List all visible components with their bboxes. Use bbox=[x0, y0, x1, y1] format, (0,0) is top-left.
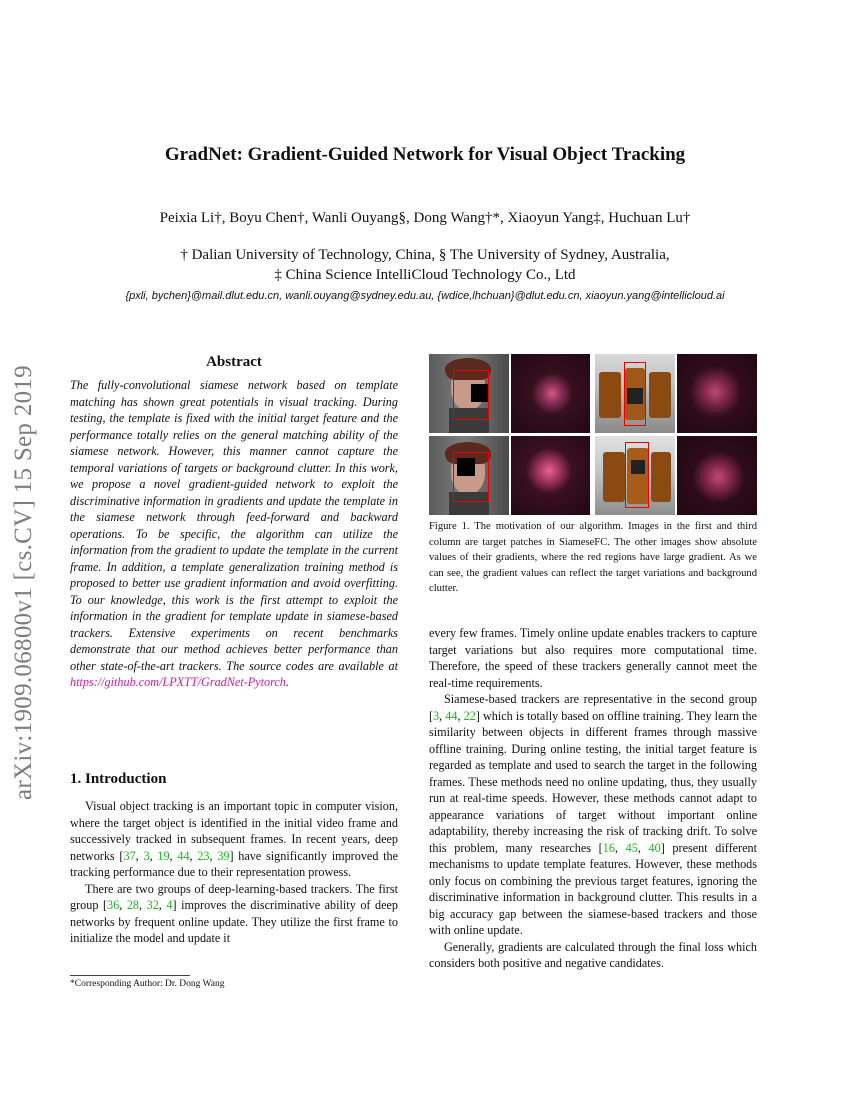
face-gradient-map-2 bbox=[511, 436, 590, 515]
citation[interactable]: 44 bbox=[177, 848, 190, 863]
footnote: *Corresponding Author: Dr. Dong Wang bbox=[70, 979, 225, 989]
abstract-body bbox=[70, 377, 398, 691]
bottle-gradient-map-2 bbox=[677, 436, 757, 515]
figure-caption: Figure 1. The motivation of our algorithm. Images in the first and third column are target patches in SiameseFC. The other images show absolute values of their gradients, where the red regions have large gradient. As we can see, the gradient values can reflect the target variations and background clutter. bbox=[429, 521, 757, 594]
citation[interactable]: 44 bbox=[445, 708, 458, 723]
paper-title: GradNet: Gradient-Guided Network for Visual Object Tracking bbox=[164, 144, 686, 165]
affiliation-line-1: † Dalian University of Technology, China, § The University of Sydney, Australia, bbox=[180, 247, 670, 263]
intro-body bbox=[70, 798, 398, 947]
bottle-target-patch-1 bbox=[595, 354, 675, 433]
text-run: There are two groups of deep-learning-based trackers. The first group [ bbox=[70, 881, 398, 912]
citation[interactable]: 32 bbox=[146, 898, 159, 912]
bottle-gradient-map-1 bbox=[677, 354, 757, 433]
citation[interactable]: 36 bbox=[107, 898, 120, 912]
citation[interactable]: 3 bbox=[433, 708, 440, 723]
right-column-body bbox=[429, 625, 757, 972]
citation[interactable]: 3 bbox=[143, 848, 150, 863]
face-target-patch-1 bbox=[429, 354, 509, 433]
arxiv-identifier: arXiv:1909.06800v1 [cs.CV] 15 Sep 2019 bbox=[10, 365, 37, 800]
affiliation-line-2: ‡ China Science IntelliCloud Technology Co., Ltd bbox=[274, 267, 576, 283]
right-paragraph-1: every few frames. Timely online update enables trackers to capture target variations but also requires more computational time. Therefore, the speed of these trackers generally cannot meet the real-time requirements. bbox=[429, 626, 757, 690]
citation[interactable]: 4 bbox=[166, 898, 173, 912]
text-run: ] improves the discriminative ability of deep networks by frequent online update. They utilize the first frame to initialize the model and update it bbox=[70, 898, 399, 945]
abstract-text: The fully-convolutional siamese network based on template matching has shown great potentials in visual tracking. During testing, the template is fixed with the initial target feature and the performance totally relies on the general matching ability of the siamese network. However, this manner cannot capture the temporal variations of targets or background clutter. In this work, we propose a novel gradient-guided network to exploit the discriminative information in gradients and update the template in the siamese network through feed-forward and backward operations. To be specific, the algorithm can utilize the information from the gradient to update the template in the current frame. In addition, a template generalization training method is proposed to better use gradient information and avoid overfitting. To our knowledge, this work is the first attempt to exploit the information in the gradient for template update in siamese-based trackers. Extensive experiments on recent benchmarks demonstrate that our method achieves better performance than other state-of-the-art trackers. The source codes are available at bbox=[70, 378, 398, 673]
text-run: Siamese-based trackers are representative in the second group [ bbox=[429, 692, 757, 723]
intro-heading: 1. Introduction bbox=[70, 771, 167, 787]
email-list: {pxli, bychen}@mail.dlut.edu.cn, wanli.ouyang@sydney.edu.au, {wdice,lhchuan}@dlut.edu.cn, xiaoyun.yang@intellicloud.ai bbox=[125, 290, 725, 302]
citation[interactable]: 37 bbox=[123, 848, 136, 863]
right-paragraph-2: Siamese-based trackers are representative in the second group [3, 44, 22] which is totally based on offline training. They learn the similarity between objects in different frames through massive offline training. During online testing, the initial target feature is regarded as template and used to search the target in the following frames. These methods need no online updating, thus, they usually run at real-time speeds. However, these methods cannot adapt to appearance variations of target without important online adaptability, thereby increasing the risk of tracking drift. To solve this problem, many researches [16, 45, 40] present different mechanisms to update template features. However, these methods only focus on combining the previous target features, ignoring the discriminative information in background clutter. This results in a big accuracy gap between the siamese-based trackers and those with online update. bbox=[429, 692, 758, 937]
code-link[interactable]: https://github.com/LPXTT/GradNet-Pytorch bbox=[70, 675, 286, 689]
bottle-target-patch-2 bbox=[595, 436, 675, 515]
face-gradient-map-1 bbox=[511, 354, 590, 433]
citation[interactable]: 19 bbox=[157, 848, 170, 863]
citation[interactable]: 22 bbox=[463, 708, 476, 723]
right-paragraph-3: Generally, gradients are calculated through the final loss which considers both positive and negative candidates. bbox=[429, 939, 757, 970]
text-run: ] present different mechanisms to update template features. However, these methods only focus on combining the previous target features, ignoring the discriminative information in background clutter. This results in a big accuracy gap between the siamese-based trackers and those with online update. bbox=[429, 840, 758, 937]
footnote-divider bbox=[70, 975, 190, 976]
citation[interactable]: 40 bbox=[648, 840, 661, 855]
citation[interactable]: 28 bbox=[126, 898, 139, 912]
abstract-end: . bbox=[285, 675, 289, 689]
face-target-patch-2 bbox=[429, 436, 509, 515]
intro-paragraph-2: There are two groups of deep-learning-based trackers. The first group [36, 28, 32, 4] improves the discriminative ability of deep networks by frequent online update. They utilize the first frame to initialize the model and update it bbox=[70, 881, 399, 945]
citation[interactable]: 23 bbox=[197, 848, 210, 863]
citation[interactable]: 16 bbox=[602, 840, 615, 855]
citation[interactable]: 45 bbox=[625, 840, 638, 855]
text-run: ] which is totally based on offline training. They learn the similarity between objects in different frames through massive offline training. During online testing, the initial target feature is regarded as template and used to search the target in the following frames. These methods need no online updating, thus, they usually run at real-time speeds. However, these methods cannot adapt to appearance variations of target without important online adaptability, thereby increasing the risk of tracking drift. To solve this problem, many researches [ bbox=[429, 708, 758, 855]
abstract-heading: Abstract bbox=[206, 354, 262, 370]
figure-1 bbox=[429, 354, 757, 515]
text-run: ] have significantly improved the tracking performance due to their representation prowess. bbox=[70, 848, 399, 879]
intro-paragraph-1: Visual object tracking is an important topic in computer vision, where the target object is identified in the initial video frame and successively tracked in subsequent frames. In recent years, deep networks [37, 3, 19, 44, 23, 39] have significantly improved the tracking performance due to their representation prowess. bbox=[70, 799, 399, 879]
author-list: Peixia Li†, Boyu Chen†, Wanli Ouyang§, Dong Wang†*, Xiaoyun Yang‡, Huchuan Lu† bbox=[159, 210, 691, 226]
citation[interactable]: 39 bbox=[217, 848, 230, 863]
text-run: Visual object tracking is an important topic in computer vision, where the target object is identified in the initial video frame and successively tracked in subsequent frames. In recent years, deep networks [ bbox=[70, 799, 398, 863]
